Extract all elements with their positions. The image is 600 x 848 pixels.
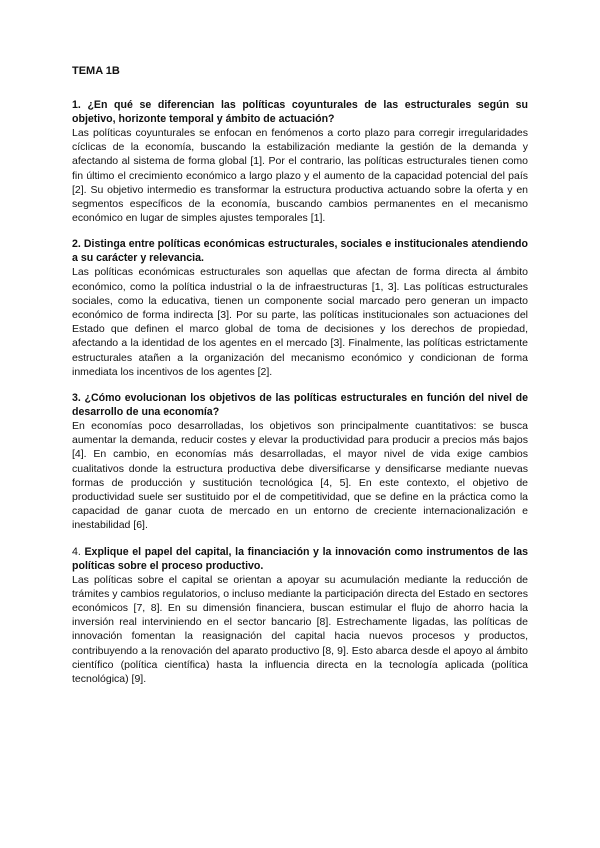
section-3: [72, 391, 528, 533]
question-2-number: 2.: [72, 238, 81, 251]
answer-1: Las políticas coyunturales se enfocan en fenómenos a corto plazo para corregir irregularidades cíclicas de la economía, buscando la estabilización mediante la gestión de la demanda y afectando al sistema de forma global [1]. Por el contrario, las políticas estructurales tienen como fin último el crecimiento económico a largo plazo y el aumento de la capacidad potencial del país [2]. Su objetivo intermedio es transformar la estructura productiva actuando sobre la oferta y en segmentos específicos de la economía, buscando cambios permanentes en el mecanismo económico en lugar de simples ajustes temporales [1].: [72, 127, 528, 225]
question-3-number: 3.: [72, 392, 81, 405]
question-2-text: Distinga entre políticas económicas estructurales, sociales e institucionales atendiendo a su carácter y relevancia.: [72, 238, 528, 265]
question-4: [72, 545, 528, 573]
question-1-text: ¿En qué se diferencian las políticas coyunturales de las estructurales según su objetivo, horizonte temporal y ámbito de actuación?: [72, 99, 529, 125]
question-4-text: Explique el papel del capital, la financiación y la innovación como instrumentos de las políticas sobre el proceso productivo.: [72, 545, 528, 572]
answer-2: Las políticas económicas estructurales son aquellas que afectan de forma directa al ámbito económico, como la política industrial o la de infraestructuras [1, 3]. Las políticas estructurales sociales, como la educativa, tienen un componente social marcado pero generan un impacto económico de forma indirecta [3]. Por su parte, las políticas institucionales son actuaciones del Estado que definen el marco global de toma de decisiones y los derechos de propiedad, afectando a la identidad de los agentes en el mercado [3]. Finalmente, las políticas estrictamente estructurales atañen a la organización del mecanismo económico y condicionan de forma inmediata los incentivos de los agentes [2].: [72, 266, 528, 378]
document-title: TEMA 1B: [72, 65, 120, 77]
section-4: [72, 545, 528, 687]
answer-4: Las políticas sobre el capital se orientan a apoyar su acumulación mediante la reducción de trámites y cambios regulatorios, o incluso mediante la participación directa del Estado en sectores económicos [7, 8]. En su dimensión financiera, buscan estimular el flujo de ahorro hacia la inversión real interviniendo en el sector bancario [8]. Estrechamente ligadas, las políticas de innovación fomentan la reasignación del capital hacia nuevos procesos y productos, contribuyendo a la renovación del aparato productivo [8, 9]. Esto abarca desde el apoyo al ámbito científico (política científica) hasta la influencia directa en la tecnología aplicada (política tecnológica) [9].: [72, 573, 528, 686]
question-4-number: 4.: [72, 545, 81, 558]
section-1: [72, 98, 528, 225]
question-1-number: 1.: [72, 99, 81, 111]
question-3-text: ¿Cómo evolucionan los objetivos de las políticas estructurales en función del nivel de desarrollo de una economía?: [72, 392, 528, 419]
question-1: [72, 98, 528, 126]
section-2: [72, 237, 528, 379]
answer-3: En economías poco desarrolladas, los objetivos son principalmente cuantitativos: se busca aumentar la demanda, reducir costes y elevar la productividad para producir a precios más bajos [4]. En cambio, en economías más desarrolladas, el mayor nivel de vida exige cambios cualitativos donde la estructura productiva debe diversificarse y densificarse mediante nuevas formas de producción y sustitución tecnológica [4, 5]. En este contexto, el objetivo de productividad suele ser sustituido por el de competitividad, que se define en la práctica como la capacidad de ganar cuota de mercado en un entorno de creciente internacionalización e inestabilidad [6].: [72, 420, 528, 532]
question-3: [72, 391, 528, 419]
question-2: [72, 237, 528, 265]
document-page: [72, 64, 528, 698]
